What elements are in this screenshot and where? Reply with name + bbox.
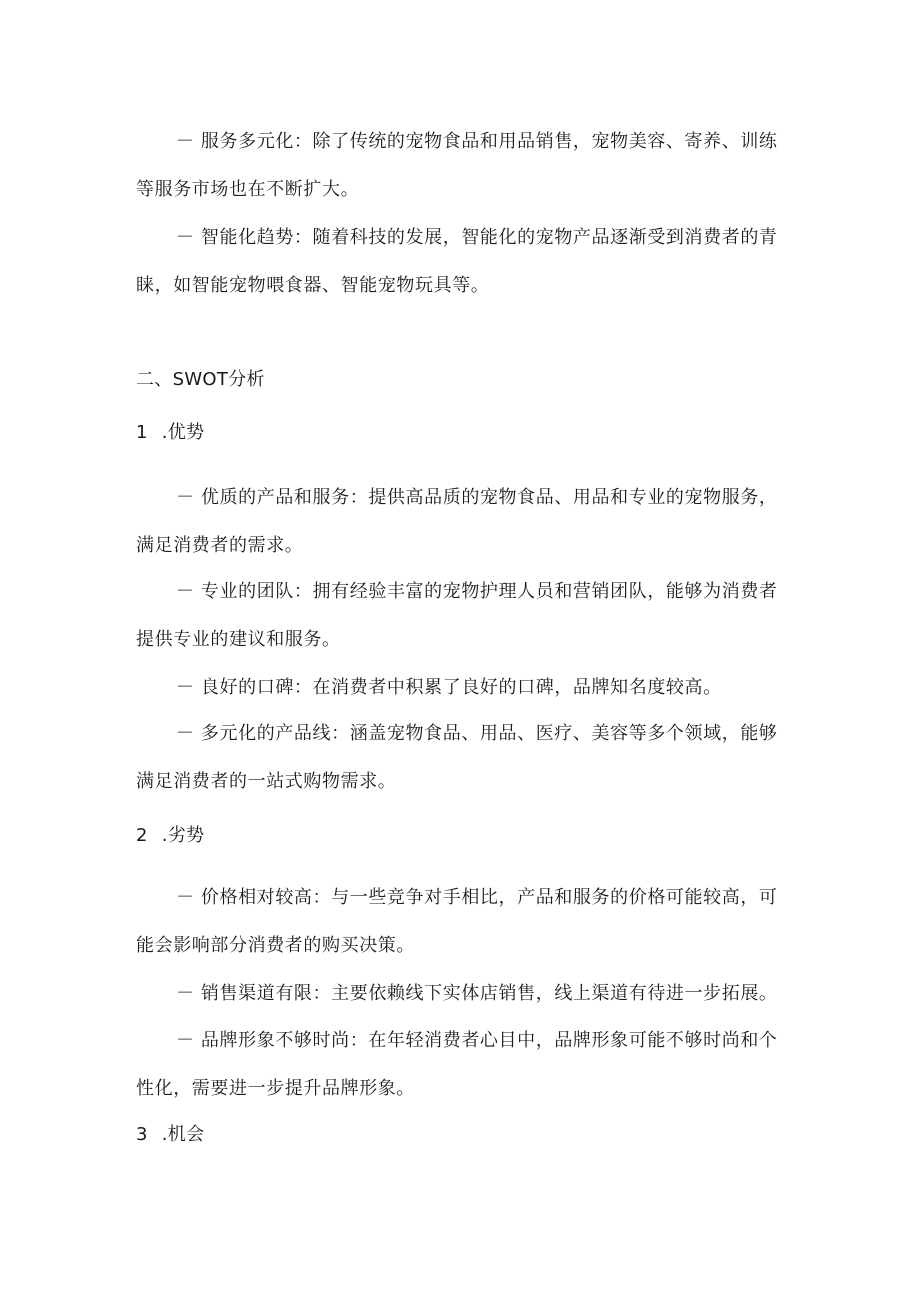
strength-item-product-line-line1: － 多元化的产品线：涵盖宠物食品、用品、医疗、美容等多个领域，能够 [176, 723, 778, 744]
subsection-label: .劣势 [161, 825, 205, 846]
subsection-heading-strengths [136, 421, 776, 445]
weakness-item-brand-image-line1: － 品牌形象不够时尚：在年轻消费者心目中，品牌形象可能不够时尚和个 [176, 1030, 778, 1051]
strength-item-reputation: － 良好的口碑：在消费者中积累了良好的口碑，品牌知名度较高。 [176, 677, 722, 698]
subsection-heading-opportunities [136, 1123, 776, 1147]
paragraph-service-diversification-line1: － 服务多元化：除了传统的宠物食品和用品销售，宠物美容、寄养、训练 [176, 131, 778, 152]
weakness-item-price-line2: 能会影响部分消费者的购买决策。 [136, 935, 415, 956]
strength-item-team-line2: 提供专业的建议和服务。 [136, 629, 341, 650]
paragraph-smart-trend-line1: － 智能化趋势：随着科技的发展，智能化的宠物产品逐渐受到消费者的青 [176, 227, 778, 248]
strength-item-quality-line1: － 优质的产品和服务：提供高品质的宠物食品、用品和专业的宠物服务， [176, 487, 778, 508]
subsection-number: 3 [136, 1124, 148, 1145]
weakness-item-price-line1: － 价格相对较高：与一些竞争对手相比，产品和服务的价格可能较高，可 [176, 887, 778, 908]
strength-item-product-line-line2: 满足消费者的一站式购物需求。 [136, 771, 397, 792]
strength-item-quality-line2: 满足消费者的需求。 [136, 535, 304, 556]
weakness-item-brand-image-line2: 性化，需要进一步提升品牌形象。 [136, 1078, 415, 1099]
paragraph-smart-trend-line2: 睐，如智能宠物喂食器、智能宠物玩具等。 [136, 275, 490, 296]
subsection-heading-weaknesses [136, 824, 776, 848]
weakness-item-channels: － 销售渠道有限：主要依赖线下实体店销售，线上渠道有待进一步拓展。 [176, 983, 778, 1004]
subsection-label: .机会 [161, 1124, 205, 1145]
subsection-number: 1 [136, 422, 148, 443]
subsection-number: 2 [136, 825, 148, 846]
strength-item-team-line1: － 专业的团队：拥有经验丰富的宠物护理人员和营销团队，能够为消费者 [176, 581, 778, 602]
paragraph-service-diversification-line2: 等服务市场也在不断扩大。 [136, 179, 360, 200]
section-title-swot: 二、SWOT分析 [136, 369, 265, 390]
subsection-label: .优势 [161, 422, 205, 443]
